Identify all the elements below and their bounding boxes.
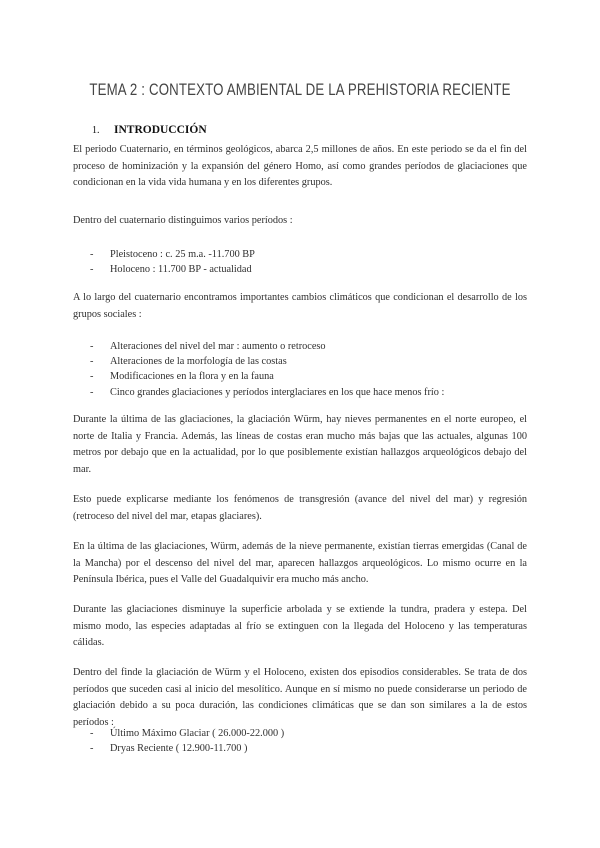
paragraph-tundra: Durante las glaciaciones disminuye la superficie arbolada y se extiende la tundra, pradera y estepa. Del mismo modo, las especies adaptadas al frío se extinguen con la llegada del Holoceno y las temperaturas cálidas. [73,604,527,648]
paragraph-periodos-intro: Dentro del cuaternario distinguimos varios períodos : [73,215,293,226]
changes-list [90,339,444,400]
bullet-dash: - [90,249,94,260]
bullet-dash: - [90,743,94,755]
periods-list [90,247,255,277]
paragraph-transgresion: Esto puede explicarse mediante los fenómenos de transgresión (avance del nivel del mar) y regresión (retroceso del nivel del mar, etapas glaciares). [73,494,527,522]
section-title: INTRODUCCIÓN [114,124,207,136]
bullet-dash: - [90,341,94,352]
paragraph-wurm: Durante la última de las glaciaciones, la glaciación Würm, hay nieves permanentes en el norte europeo, el norte de Italia y Francia. Además, las líneas de costas eran mucho más bajas que las actuales, algunas 100 metros por debajo que en la actualidad, por lo que posiblemente existían hallazgos arqueológicos debajo del mar. [73,414,527,475]
section-heading [92,124,207,136]
paragraph-cambios-climaticos: A lo largo del cuaternario encontramos importantes cambios climáticos que condicionan el desarrollo de los grupos sociales : [73,292,527,320]
list-item: - Pleistoceno : c. 25 m.a. -11.700 BP [90,247,255,262]
bullet-dash: - [90,264,94,276]
paragraph-cuaternario: El periodo Cuaternario, en términos geológicos, abarca 2,5 millones de años. En este periodo se da el fin del proceso de hominización y la expansión del género Homo, así como grandes períodos de glaciaciones que condicionan en la vida vida humana y en los diferentes grupos. [73,144,527,188]
bullet-dash: - [90,356,94,368]
list-item: - Modificaciones en la flora y en la fauna [90,369,444,384]
bullet-dash: - [90,728,94,739]
bullet-dash: - [90,386,94,398]
paragraph-tierras-emergidas: En la última de las glaciaciones, Würm, además de la nieve permanente, existían tierras emergidas (Canal de la Mancha) por el descenso del nivel del mar, aparecen hallazgos arqueológicos. Lo mismo ocurre en la Península Ibérica, pues el Valle del Guadalquivir era mucho más ancho. [73,541,527,585]
bullet-dash: - [90,371,94,383]
page-title: TEMA 2 : CONTEXTO AMBIENTAL DE LA PREHISTORIA RECIENTE [89,80,511,99]
episodes-list [90,726,284,756]
section-number: 1. [92,125,100,136]
list-item: - Cinco grandes glaciaciones y períodos interglaciares en los que hace menos frío : [90,385,444,400]
paragraph-episodios: Dentro del finde la glaciación de Würm y el Holoceno, existen dos episodios considerables. Se trata de dos períodos que suceden casi al inicio del mesolítico. Aunque en sí mismo no puede considerarse un periodo de glaciación debido a su poca duración, las condiciones climáticas que se dan son similares a la de estos períodos : [73,667,527,728]
list-item: - Dryas Reciente ( 12.900-11.700 ) [90,741,284,756]
list-item: - Holoceno : 11.700 BP - actualidad [90,262,255,277]
list-item: - Alteraciones de la morfología de las costas [90,354,444,369]
list-item: - Alteraciones del nivel del mar : aumento o retroceso [90,339,444,354]
list-item: - Último Máximo Glaciar ( 26.000-22.000 ) [90,726,284,741]
